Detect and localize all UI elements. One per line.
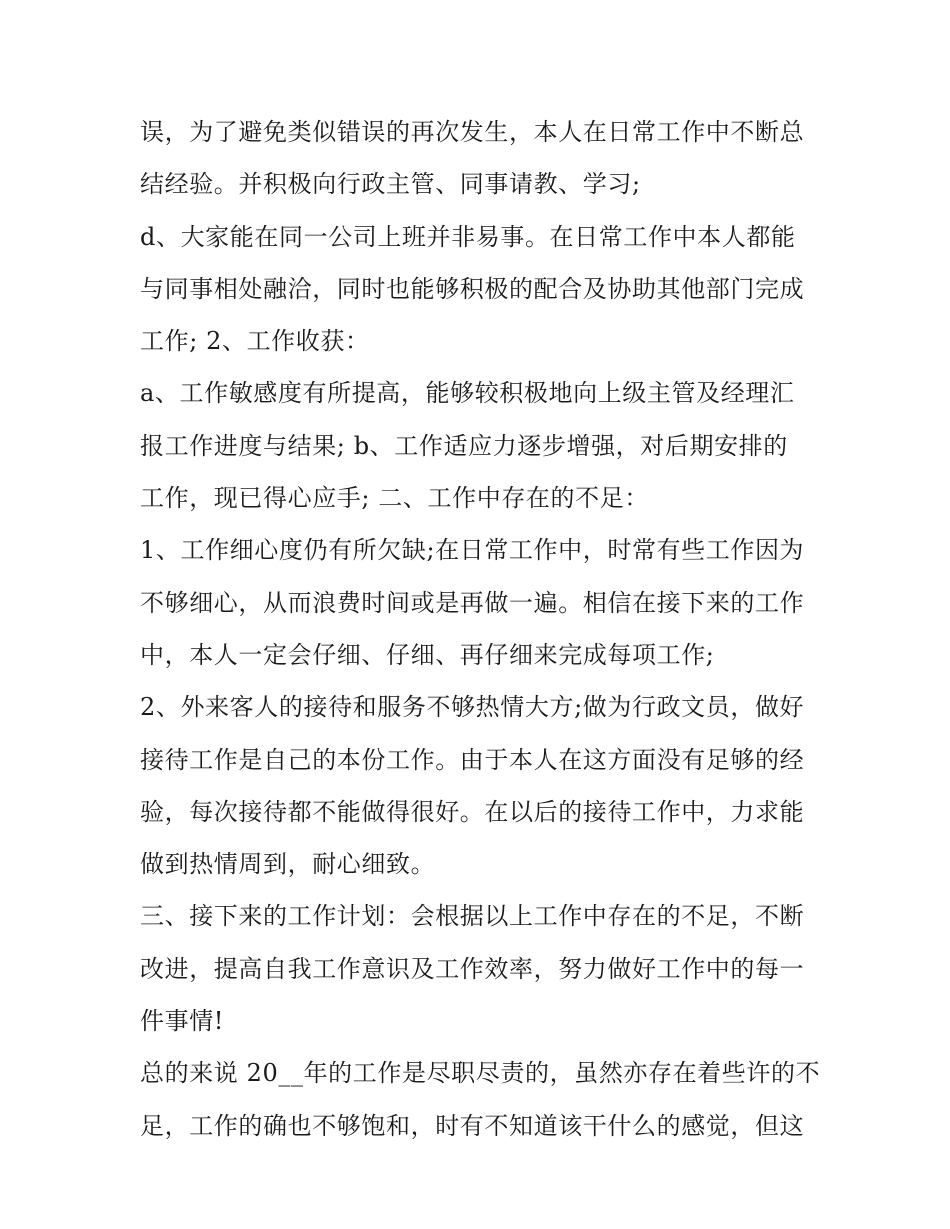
text-line: 总的来说 20__年的工作是尽职尽责的，虽然亦存在着些许的不	[140, 1059, 821, 1088]
text-line: 不够细心，从而浪费时间或是再做一遍。相信在接下来的工作	[140, 588, 805, 617]
document-body	[140, 106, 830, 1152]
text-line: 改进，提高自我工作意识及工作效率，努力做好工作中的每一	[140, 954, 805, 983]
text-line: 接待工作是自己的本份工作。由于本人在这方面没有足够的经	[140, 745, 805, 774]
text-line: 件事情!	[140, 1007, 225, 1036]
text-line: 报工作进度与结果; b、工作适应力逐步增强，对后期安排的	[140, 431, 788, 460]
text-line: a、工作敏感度有所提高，能够较积极地向上级主管及经理汇	[140, 379, 795, 408]
text-line: 结经验。并积极向行政主管、同事请教、学习;	[140, 170, 641, 199]
text-line: 验，每次接待都不能做得很好。在以后的接待工作中，力求能	[140, 797, 805, 826]
text-line: 足，工作的确也不够饱和，时有不知道该干什么的感觉，但这	[140, 1111, 805, 1140]
text-line: 1、工作细心度仍有所欠缺;在日常工作中，时常有些工作因为	[140, 536, 805, 565]
text-line: 2、外来客人的接待和服务不够热情大方;做为行政文员，做好	[140, 693, 805, 722]
text-line: 三、接下来的工作计划：会根据以上工作中存在的不足，不断	[140, 902, 805, 931]
text-line: 工作，现已得心应手; 二、工作中存在的不足：	[140, 484, 649, 513]
text-line: 工作; 2、工作收获：	[140, 327, 370, 356]
text-line: d、大家能在同一公司上班并非易事。在日常工作中本人都能	[140, 222, 796, 251]
text-line: 做到热情周到，耐心细致。	[140, 850, 436, 879]
text-line: 中，本人一定会仔细、仔细、再仔细来完成每项工作;	[140, 640, 715, 669]
text-line: 误，为了避免类似错误的再次发生，本人在日常工作中不断总	[140, 118, 805, 146]
text-line: 与同事相处融洽，同时也能够积极的配合及协助其他部门完成	[140, 274, 805, 303]
